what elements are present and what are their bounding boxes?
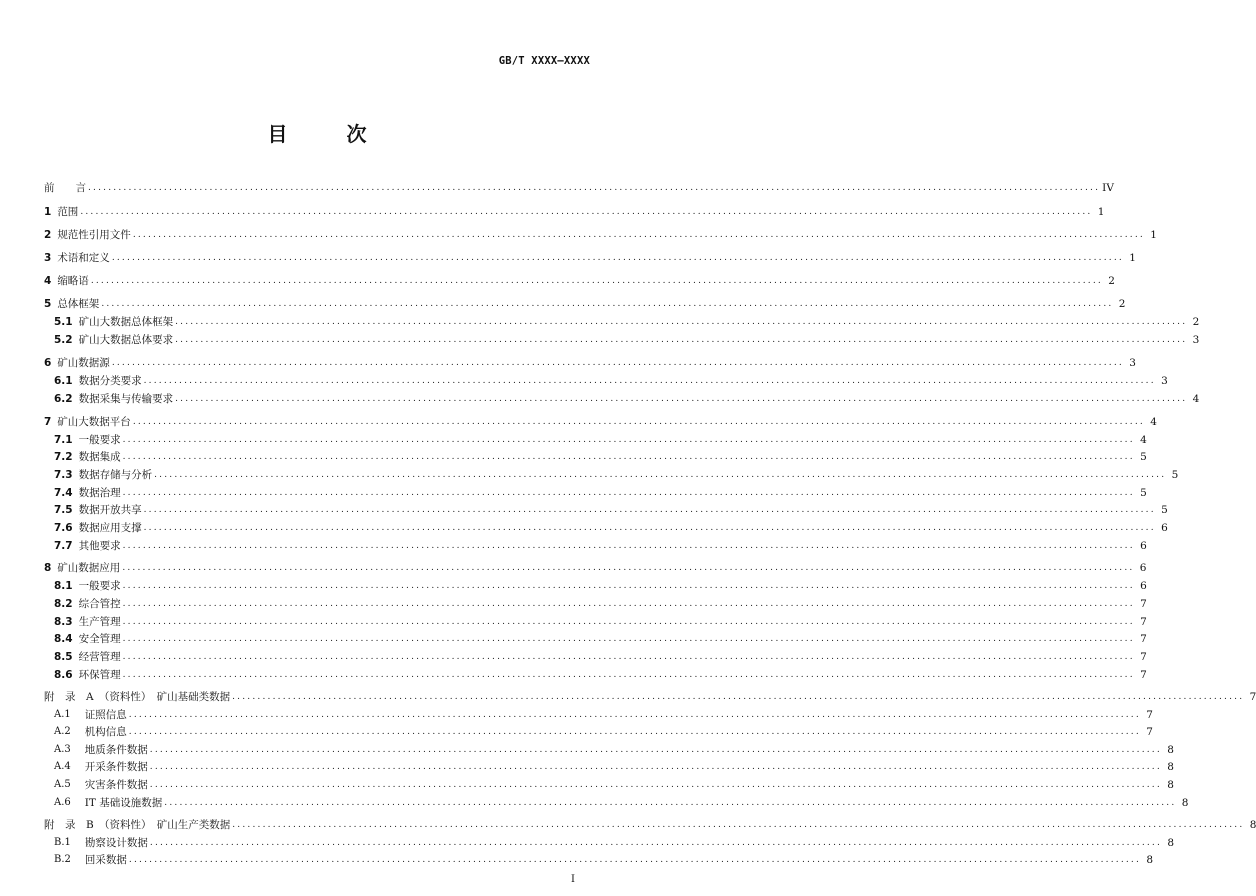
toc-dot-leader: ........................................................................................................................................................................................................	[90, 276, 1103, 286]
toc-dot-leader: ........................................................................................................................................................................................................	[149, 780, 1162, 790]
toc-entry-number: 7.5	[54, 504, 73, 516]
toc-entry[interactable]	[54, 631, 1147, 647]
toc-entry[interactable]	[44, 204, 1105, 220]
toc-entry[interactable]	[44, 250, 1136, 266]
toc-entry-title: 开采条件数据	[84, 761, 148, 773]
toc-dot-leader: ........................................................................................................................................................................................................	[122, 617, 1135, 627]
toc-dot-leader: ........................................................................................................................................................................................................	[149, 745, 1162, 755]
toc-entry-title: 数据应用支撑	[78, 522, 142, 534]
toc-entry-page: 7	[1249, 691, 1256, 703]
toc-entry-number: 7.6	[54, 522, 73, 534]
toc-entry-page: 5	[1140, 451, 1147, 463]
toc-entry-number: 8.3	[54, 616, 73, 628]
toc-entry-number: 8.6	[54, 669, 73, 681]
toc-entry-number: 7.3	[54, 469, 73, 481]
toc-entry-page: 4	[1140, 434, 1147, 446]
toc-entry-number: 5.1	[54, 316, 73, 328]
toc-entry-number: A.4	[54, 761, 71, 772]
toc-entry-title: 地质条件数据	[84, 744, 148, 756]
toc-entry-title: IT 基础设施数据	[84, 797, 163, 809]
toc-entry-page: 8	[1181, 797, 1189, 809]
toc-entry-title: 规范性引用文件	[57, 229, 131, 241]
toc-entry-page: 2	[1108, 275, 1115, 287]
toc-entry-title: 矿山大数据总体要求	[78, 334, 174, 346]
toc-entry-page: 7	[1140, 598, 1147, 610]
toc-entry-title: 其他要求	[78, 540, 121, 552]
toc-entry-title: 经营管理	[78, 651, 121, 663]
toc-entry-number: 7.7	[54, 540, 73, 552]
toc-entry-page: 6	[1140, 540, 1147, 552]
toc-entry-number: B.1	[54, 837, 71, 848]
toc-entry-title: 环保管理	[78, 669, 121, 681]
toc-entry-page: 5	[1161, 504, 1168, 516]
toc-entry-page: 5	[1140, 487, 1147, 499]
toc-entry[interactable]	[54, 449, 1147, 465]
toc-entry-title: 一般要求	[78, 434, 121, 446]
toc-entry-title: 数据开放共享	[78, 504, 142, 516]
toc-entry[interactable]	[54, 538, 1147, 554]
toc-entry-number: 8.5	[54, 651, 73, 663]
toc-entry-page: 3	[1192, 334, 1200, 346]
toc-dot-leader: ........................................................................................................................................................................................................	[175, 335, 1188, 345]
toc-entry[interactable]	[44, 414, 1157, 430]
toc-dot-leader: ........................................................................................................................................................................................................	[122, 488, 1135, 498]
toc-entry[interactable]	[44, 689, 1256, 705]
toc-entry-number: 8	[44, 562, 52, 574]
toc-entry-number: A.6	[54, 797, 71, 808]
toc-entry-title: 范围	[57, 206, 79, 218]
toc-entry-page: 7	[1146, 709, 1153, 721]
toc-entry-title: 证照信息	[84, 709, 127, 721]
toc-entry-number: A.2	[54, 726, 71, 737]
toc-entry-title: 矿山数据应用	[57, 562, 121, 574]
toc-entry-page: 7	[1140, 633, 1147, 645]
toc-entry-page: 7	[1140, 616, 1147, 628]
toc-dot-leader: ........................................................................................................................................................................................................	[128, 855, 1142, 865]
toc-entry-page: 8	[1167, 761, 1174, 773]
toc-entry-title: 生产管理	[78, 616, 121, 628]
toc-entry-page: 7	[1140, 669, 1147, 681]
toc-entry-title: 前 言	[44, 182, 86, 194]
toc-entry-page: 7	[1146, 726, 1153, 738]
toc-entry-page: 7	[1140, 651, 1147, 663]
toc-entry[interactable]	[54, 667, 1147, 683]
toc-entry-number: B.2	[54, 854, 71, 865]
page-title: 目 次	[267, 122, 393, 146]
toc-entry[interactable]	[54, 391, 1200, 407]
toc-entry-page: 8	[1167, 837, 1175, 849]
toc-entry[interactable]	[54, 373, 1168, 389]
toc-entry[interactable]	[44, 817, 1256, 833]
toc-dot-leader: ........................................................................................................................................................................................................	[122, 452, 1135, 462]
toc-entry-page: 6	[1139, 562, 1147, 574]
toc-entry[interactable]	[54, 742, 1174, 758]
toc-dot-leader: ........................................................................................................................................................................................................	[149, 762, 1162, 772]
toc-entry-title: 附 录 A （资料性） 矿山基础类数据	[44, 691, 231, 703]
toc-entry-title: 矿山数据源	[57, 357, 110, 369]
toc-entry-number: 1	[44, 206, 52, 218]
toc-entry-page: 6	[1140, 580, 1147, 592]
toc-dot-leader: ........................................................................................................................................................................................................	[122, 541, 1135, 551]
toc-entry[interactable]	[54, 777, 1174, 793]
toc-entry[interactable]	[54, 485, 1147, 501]
toc-entry-page: IV	[1102, 182, 1114, 194]
toc-entry[interactable]	[44, 273, 1115, 289]
document-code: GB/T XXXX—XXXX	[498, 55, 590, 67]
toc-entry-page: 1	[1097, 206, 1105, 218]
toc-entry[interactable]	[44, 180, 1114, 196]
toc-entry-title: 数据存储与分析	[78, 469, 153, 481]
toc-entry-page: 1	[1150, 229, 1157, 241]
toc-entry[interactable]	[54, 724, 1153, 740]
toc-dot-leader: ........................................................................................................................................................................................................	[132, 230, 1145, 240]
toc-entry[interactable]	[54, 707, 1153, 723]
toc-entry-number: A.5	[54, 779, 71, 790]
toc-entry-number: 5.2	[54, 334, 73, 346]
toc-entry-page: 8	[1167, 744, 1174, 756]
toc-entry-title: 一般要求	[78, 580, 121, 592]
toc-dot-leader: ........................................................................................................................................................................................................	[122, 634, 1135, 644]
toc-dot-leader: ........................................................................................................................................................................................................	[143, 505, 1156, 515]
toc-entry[interactable]	[44, 560, 1147, 576]
toc-entry-title: 术语和定义	[57, 252, 110, 264]
toc-entry-title: 矿山大数据总体框架	[78, 316, 174, 328]
toc-dot-leader: ........................................................................................................................................................................................................	[122, 652, 1135, 662]
toc-dot-leader: ........................................................................................................................................................................................................	[143, 523, 1156, 533]
toc-entry-title: 回采数据	[84, 854, 127, 866]
toc-entry-page: 5	[1171, 469, 1179, 481]
toc-entry-page: 3	[1161, 375, 1168, 387]
toc-entry-number: 8.2	[54, 598, 73, 610]
toc-entry-title: 数据治理	[78, 487, 121, 499]
toc-entry[interactable]	[54, 649, 1147, 665]
toc-entry-title: 数据采集与传输要求	[78, 393, 174, 405]
toc-entry-page: 2	[1192, 316, 1200, 328]
toc-entry-number: 7.1	[54, 434, 73, 446]
toc-dot-leader: ........................................................................................................................................................................................................	[175, 317, 1188, 327]
toc-entry[interactable]	[44, 227, 1157, 243]
toc-dot-leader: ........................................................................................................................................................................................................	[128, 710, 1141, 720]
toc-entry-number: 8.4	[54, 633, 73, 645]
toc-dot-leader: ........................................................................................................................................................................................................	[122, 435, 1135, 445]
toc-entry-title: 附 录 B （资料性） 矿山生产类数据	[44, 819, 231, 831]
toc-dot-leader: ........................................................................................................................................................................................................	[232, 692, 1245, 702]
toc-entry[interactable]	[54, 852, 1154, 868]
toc-entry-number: 7	[44, 416, 52, 428]
toc-entry[interactable]	[44, 296, 1126, 312]
toc-dot-leader: ........................................................................................................................................................................................................	[122, 581, 1135, 591]
toc-entry[interactable]	[54, 795, 1189, 811]
toc-entry[interactable]	[54, 596, 1147, 612]
toc-dot-leader: ........................................................................................................................................................................................................	[80, 207, 1093, 217]
toc-dot-leader: ........................................................................................................................................................................................................	[111, 358, 1124, 368]
toc-dot-leader: ........................................................................................................................................................................................................	[128, 727, 1141, 737]
toc-dot-leader: ........................................................................................................................................................................................................	[149, 838, 1163, 848]
toc-entry-number: 2	[44, 229, 52, 241]
toc-entry-number: 7.4	[54, 487, 73, 499]
toc-entry-number: 5	[44, 298, 52, 310]
toc-entry-title: 数据分类要求	[78, 375, 142, 387]
toc-dot-leader: ........................................................................................................................................................................................................	[122, 599, 1135, 609]
toc-entry-number: 4	[44, 275, 52, 287]
toc-dot-leader: ........................................................................................................................................................................................................	[232, 820, 1245, 830]
toc-entry-page: 1	[1129, 252, 1136, 264]
toc-entry-page: 4	[1192, 393, 1200, 405]
toc-dot-leader: ........................................................................................................................................................................................................	[164, 798, 1177, 808]
toc-entry-number: A.1	[54, 709, 71, 720]
toc-entry-title: 综合管控	[78, 598, 121, 610]
toc-entry-title: 机构信息	[84, 726, 127, 738]
toc-entry-number: 6.2	[54, 393, 73, 405]
toc-dot-leader: ........................................................................................................................................................................................................	[143, 376, 1156, 386]
toc-dot-leader: ........................................................................................................................................................................................................	[132, 417, 1145, 427]
toc-entry-title: 总体框架	[57, 298, 100, 310]
toc-entry-page: 6	[1161, 522, 1168, 534]
toc-dot-leader: ........................................................................................................................................................................................................	[88, 183, 1101, 193]
toc-entry-page: 2	[1118, 298, 1126, 310]
toc-dot-leader: ........................................................................................................................................................................................................	[122, 563, 1135, 573]
toc-entry-page: 4	[1150, 416, 1157, 428]
toc-entry[interactable]	[54, 502, 1168, 518]
toc-entry-title: 勘察设计数据	[84, 837, 148, 849]
toc-entry-page: 3	[1129, 357, 1136, 369]
toc-entry[interactable]	[54, 332, 1200, 348]
toc-entry[interactable]	[54, 467, 1179, 483]
toc-entry-title: 灾害条件数据	[84, 779, 148, 791]
toc-entry-title: 数据集成	[78, 451, 121, 463]
toc-entry-title: 缩略语	[57, 275, 89, 287]
toc-entry[interactable]	[54, 614, 1147, 630]
toc-entry-page: 8	[1249, 819, 1256, 831]
toc-entry-number: 8.1	[54, 580, 73, 592]
toc-entry[interactable]	[44, 355, 1136, 371]
toc-entry[interactable]	[54, 835, 1175, 851]
toc-dot-leader: ........................................................................................................................................................................................................	[154, 470, 1167, 480]
toc-entry-page: 8	[1167, 779, 1174, 791]
toc-dot-leader: ........................................................................................................................................................................................................	[111, 253, 1124, 263]
toc-entry[interactable]	[54, 759, 1174, 775]
toc-entry-number: 6.1	[54, 375, 73, 387]
toc-entry[interactable]	[54, 520, 1168, 536]
toc-entry[interactable]	[54, 314, 1200, 330]
toc-entry-title: 安全管理	[78, 633, 121, 645]
toc-entry[interactable]	[54, 432, 1147, 448]
toc-dot-leader: ........................................................................................................................................................................................................	[101, 299, 1114, 309]
toc-entry-page: 8	[1146, 854, 1154, 866]
footer-page-number: I	[571, 874, 575, 885]
toc-entry-number: A.3	[54, 744, 71, 755]
toc-entry-number: 6	[44, 357, 52, 369]
toc-dot-leader: ........................................................................................................................................................................................................	[175, 394, 1188, 404]
toc-entry-number: 7.2	[54, 451, 73, 463]
toc-dot-leader: ........................................................................................................................................................................................................	[122, 670, 1135, 680]
toc-entry[interactable]	[54, 578, 1147, 594]
toc-entry-title: 矿山大数据平台	[57, 416, 131, 428]
toc-entry-number: 3	[44, 252, 52, 264]
